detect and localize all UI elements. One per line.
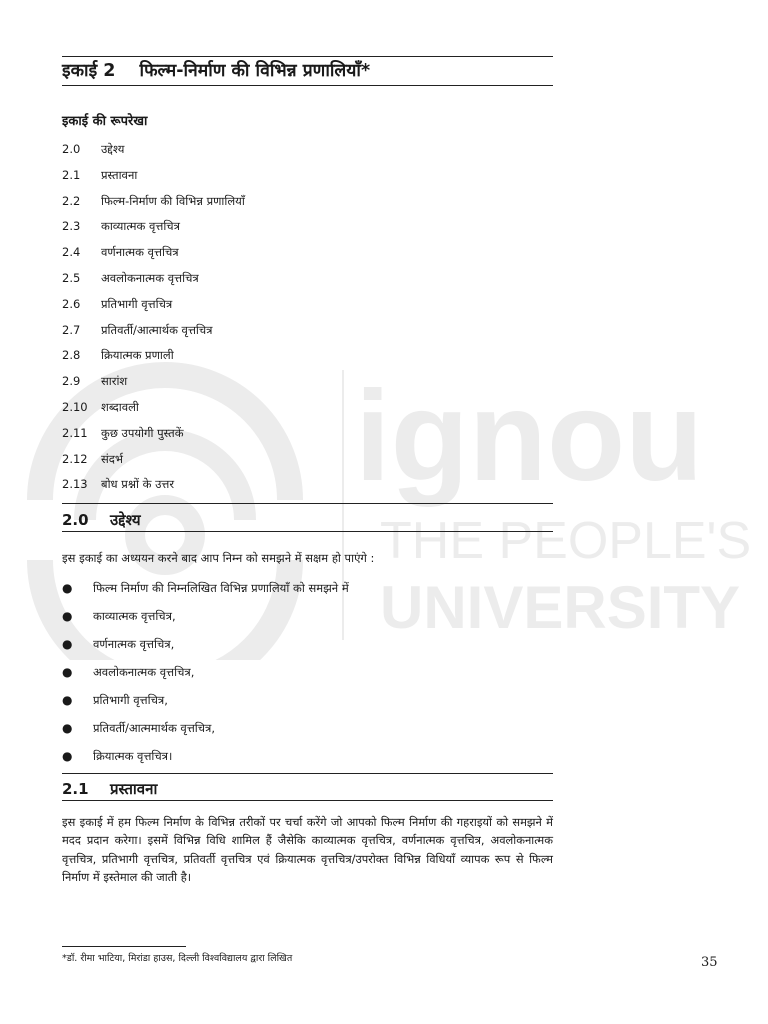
bullet-icon: ● — [62, 581, 73, 595]
bullet-icon: ● — [62, 721, 73, 735]
bullet-icon: ● — [62, 665, 73, 679]
objective-item — [62, 637, 349, 665]
outline-heading: इकाई की रूपरेखा — [62, 114, 148, 129]
intro-paragraph: इस इकाई में हम फिल्म निर्माण के विभिन्न तरीकों पर चर्चा करेंगे जो आपको फिल्म निर्माण की गहराइयों को समझने में मदद प्रदान करेगा। इसमें विभिन्न विधि शामिल हैं जैसेकि काव्यात्मक वृत्तचित्र, वर्णनात्मक वृत्तचित्र, अवलोकनात्मक वृत्तचित्र, प्रतिभागी वृत्तचित्र, प्रतिवर्ती वृत्तचित्र एवं क्रियात्मक वृत्तचित्र/उपरोक्त विभिन्न विधियाँ व्यापक रूप से फिल्म निर्माण में इस्तेमाल की जाती है। — [62, 815, 553, 885]
outline-item-label: काव्यात्मक वृत्तचित्र — [101, 219, 180, 234]
objective-item — [62, 581, 349, 609]
outline-item-label: शब्दावली — [101, 399, 139, 414]
outline-item — [62, 348, 245, 374]
objective-text: क्रियात्मक वृत्तचित्र। — [93, 749, 173, 763]
objective-text: फिल्म निर्माण की निम्नलिखित विभिन्न प्रणालियाँ को समझने में — [93, 581, 349, 595]
outline-item — [62, 219, 245, 245]
unit-title-text: फिल्म-निर्माण की विभिन्न प्रणालियाँ* — [139, 61, 371, 81]
outline-item — [62, 452, 245, 478]
outline-item-number: 2.8 — [62, 348, 81, 363]
objective-item — [62, 721, 349, 749]
footnote-rule — [62, 946, 186, 947]
section-number: 2.0 — [62, 511, 89, 529]
outline-item — [62, 477, 245, 503]
outline-item — [62, 323, 245, 349]
outline-item-number: 2.12 — [62, 451, 88, 466]
outline-item-number: 2.11 — [62, 425, 88, 440]
outline-item-label: प्रतिभागी वृत्तचित्र — [101, 296, 173, 311]
outline-item — [62, 297, 245, 323]
section-intro-rule-top — [62, 773, 553, 774]
outline-list — [62, 142, 245, 503]
outline-item-number: 2.5 — [62, 270, 81, 285]
outline-item-number: 2.2 — [62, 193, 81, 208]
section-objectives-rule-top — [62, 503, 553, 504]
objective-item — [62, 609, 349, 637]
objectives-list — [62, 581, 349, 777]
outline-item-number: 2.7 — [62, 322, 81, 337]
section-intro-rule-bottom — [62, 800, 553, 801]
outline-item-label: प्रतिवर्ती/आत्मार्थक वृत्तचित्र — [101, 322, 213, 337]
section-title: प्रस्तावना — [110, 780, 158, 798]
outline-item-label: क्रियात्मक प्रणाली — [101, 348, 174, 363]
outline-item-number: 2.3 — [62, 219, 81, 234]
page-number: 35 — [701, 955, 718, 970]
outline-item-number: 2.1 — [62, 167, 81, 182]
outline-item-label: फिल्म-निर्माण की विभिन्न प्रणालियाँ — [101, 193, 245, 208]
objectives-intro: इस इकाई का अध्ययन करने बाद आप निम्न को समझने में सक्षम हो पाएंगे : — [62, 551, 375, 565]
bullet-icon: ● — [62, 609, 73, 623]
objective-text: वर्णनात्मक वृत्तचित्र, — [93, 637, 175, 651]
outline-item — [62, 426, 245, 452]
title-rule-bottom — [62, 85, 553, 86]
watermark-university-text: UNIVERSITY — [380, 574, 741, 641]
outline-item-label: सारांश — [101, 374, 128, 389]
outline-item-number: 2.6 — [62, 296, 81, 311]
section-objectives-heading — [62, 510, 141, 530]
bullet-icon: ● — [62, 749, 73, 763]
footnote: *डॉ. रीमा भाटिया, मिरांडा हाउस, दिल्ली विश्वविद्यालय द्वारा लिखित — [62, 953, 293, 964]
outline-item — [62, 271, 245, 297]
outline-item — [62, 245, 245, 271]
objective-text: काव्यात्मक वृत्तचित्र, — [93, 609, 176, 623]
outline-item-number: 2.9 — [62, 374, 81, 389]
outline-item — [62, 374, 245, 400]
outline-item — [62, 142, 245, 168]
bullet-icon: ● — [62, 693, 73, 707]
outline-item — [62, 194, 245, 220]
outline-item-label: कुछ उपयोगी पुस्तकें — [101, 425, 184, 440]
outline-item-number: 2.13 — [62, 477, 88, 492]
unit-number: इकाई 2 — [62, 61, 116, 81]
outline-item-label: संदर्भ — [101, 451, 123, 466]
objective-text: प्रतिभागी वृत्तचित्र, — [93, 693, 168, 707]
objective-text: प्रतिवर्ती/आत्ममार्थक वृत्तचित्र, — [93, 721, 216, 735]
section-intro-heading — [62, 779, 157, 799]
section-objectives-rule-bottom — [62, 531, 553, 532]
outline-item — [62, 400, 245, 426]
outline-item-number: 2.10 — [62, 399, 88, 414]
outline-item-label: वर्णनात्मक वृत्तचित्र — [101, 245, 179, 260]
watermark-peoples-text: THE PEOPLE'S — [380, 512, 752, 570]
objective-item — [62, 693, 349, 721]
outline-item-number: 2.0 — [62, 142, 81, 156]
outline-item — [62, 168, 245, 194]
outline-item-label: बोध प्रश्नों के उत्तर — [101, 477, 175, 492]
watermark-ignou-text: ignou — [355, 365, 704, 508]
outline-item-label: अवलोकनात्मक वृत्तचित्र — [101, 270, 199, 285]
unit-title — [62, 58, 370, 82]
objective-text: अवलोकनात्मक वृत्तचित्र, — [93, 665, 195, 679]
objective-item — [62, 665, 349, 693]
title-rule-top — [62, 56, 553, 57]
bullet-icon: ● — [62, 637, 73, 651]
outline-item-number: 2.4 — [62, 245, 81, 260]
outline-item-label: उद्देश्य — [101, 142, 125, 156]
section-number: 2.1 — [62, 780, 89, 798]
outline-item-label: प्रस्तावना — [101, 167, 138, 182]
section-title: उद्देश्य — [110, 511, 141, 529]
